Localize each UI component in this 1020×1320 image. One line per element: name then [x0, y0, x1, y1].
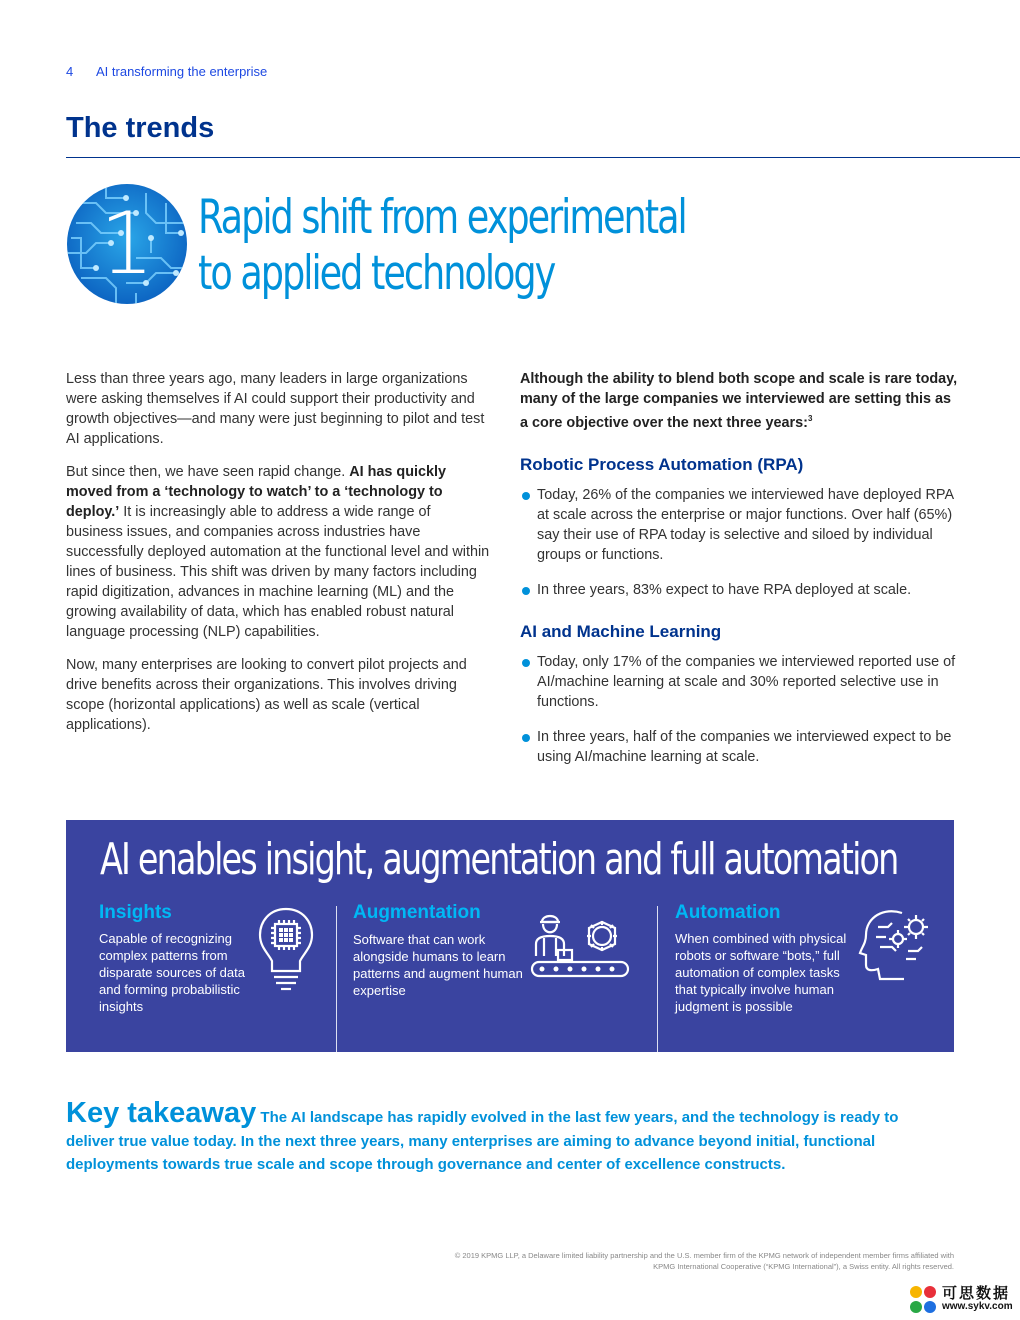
insights-title: Insights [99, 902, 172, 923]
section-title: The trends [66, 112, 215, 144]
insights-text: Capable of recognizing complex patterns from disparate sources of data and forming probabilistic insights [99, 931, 245, 1014]
takeaway-text: The AI landscape has rapidly evolved in the last few years, and the technology is ready to deliver true value today. In the next three years, many enterprises are aiming to advance beyond initial, functional deployments towards true scale and scope through governance and center of excellence constructs. [66, 1109, 899, 1173]
p2-rest: It is increasingly able to address a wide range of business issues, and companies across industries have successfully deployed automation at the functional level and within lines of business. This shift was driven by many factors including rapid digitization, advances in machine learning (ML) and the growing availability of data, which has enabled robust natural language processing (NLP) capabilities. [66, 504, 490, 640]
panel-divider [657, 906, 658, 1052]
title-rule [66, 157, 1020, 158]
copyright-line-2: KPMG International Cooperative (“KPMG International”), a Swiss entity. All rights reserved. [653, 1262, 954, 1271]
ml-heading: AI and Machine Learning [520, 621, 722, 641]
panel-divider [336, 906, 337, 1052]
takeaway-label: Key takeaway [66, 1097, 257, 1129]
banner-title: AI enables insight, augmentation and full automation [100, 834, 898, 885]
trend-headline [198, 190, 686, 302]
running-title: AI transforming the enterprise [96, 64, 268, 79]
augmentation-text: Software that can work alongside humans to learn patterns and augment human expertise [353, 932, 523, 998]
watermark-name: 可思数据 [942, 1285, 1011, 1302]
p2-bold: AI has quickly moved from a ‘technology to watch’ to a ‘technology to deploy.’ [66, 464, 446, 520]
right-column [520, 369, 960, 782]
paragraph-2 [66, 462, 491, 642]
watermark-logo-icon [906, 1284, 940, 1316]
head-gears-icon [858, 905, 934, 983]
key-takeaway [66, 1097, 946, 1177]
p2-start: But since then, we have seen rapid change. [66, 464, 350, 480]
footnote-ref: 3 [807, 414, 813, 423]
lead-text: Although the ability to blend both scope and scale is rare today, many of the large companies we interviewed are setting this as a core objective over the next three years: [520, 371, 958, 431]
paragraph-3: Now, many enterprises are looking to convert pilot projects and drive benefits across their organizations. This involves driving scope (horizontal applications) as well as scale (vertical applications). [66, 657, 467, 733]
augmentation-title: Augmentation [353, 902, 481, 923]
watermark-url: www.sykv.com [942, 1301, 1013, 1312]
lead-paragraph [520, 369, 960, 433]
ml-bullets [520, 652, 960, 767]
rpa-heading: Robotic Process Automation (RPA) [520, 454, 804, 474]
running-header [66, 64, 267, 79]
headline-line-1: Rapid shift from experimental [198, 190, 686, 245]
copyright-footer [354, 1250, 954, 1272]
headline-line-2: to applied technology [198, 246, 555, 301]
lightbulb-chip-icon [255, 905, 317, 993]
automation-title: Automation [675, 902, 781, 923]
copyright-line-1: © 2019 KPMG LLP, a Delaware limited liability partnership and the U.S. member firm of the KPMG network of independent member firms affiliated with [454, 1251, 954, 1260]
page-number: 4 [66, 64, 74, 79]
list-item: Today, only 17% of the companies we interviewed reported use of AI/machine learning at scale and 30% reported selective use in functions. [520, 652, 960, 712]
rpa-bullets [520, 485, 960, 600]
paragraph-1: Less than three years ago, many leaders in large organizations were asking themselves if AI could support their productivity and growth objectives—and many were just beginning to pilot and test AI applications. [66, 371, 485, 447]
automation-text: When combined with physical robots or software “bots,” full automation of complex tasks that typically involve human judgment is possible [675, 931, 847, 1014]
list-item: Today, 26% of the companies we interviewed have deployed RPA at scale across the enterprise or major functions. Over half (65%) say their use of RPA today is selective and siloed by individual groups or functions. [520, 485, 960, 565]
trend-number: 1 [99, 194, 155, 294]
list-item: In three years, 83% expect to have RPA deployed at scale. [520, 580, 960, 600]
list-item: In three years, half of the companies we interviewed expect to be using AI/machine learning at scale. [520, 727, 960, 767]
left-column [66, 369, 491, 748]
worker-gear-conveyor-icon [528, 908, 632, 982]
